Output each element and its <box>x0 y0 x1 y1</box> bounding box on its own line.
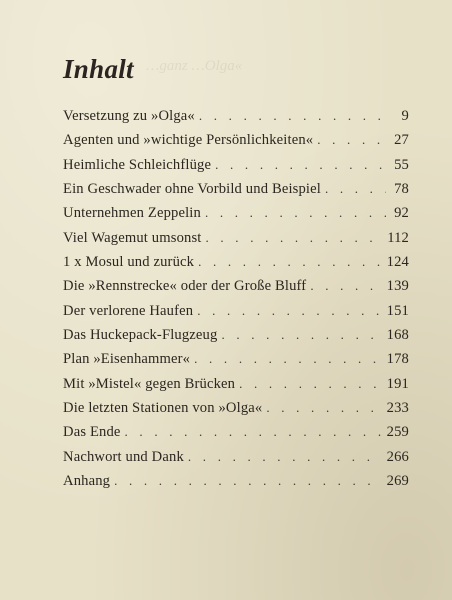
dot-leader <box>114 473 382 489</box>
toc-entry-14 <box>63 424 409 448</box>
dot-leader <box>205 205 386 221</box>
toc-entry-page: 92 <box>394 205 409 222</box>
toc-entry-12 <box>63 376 409 400</box>
toc-entry-title: Viel Wagemut umsonst <box>63 229 202 246</box>
toc-entry-title: Ein Geschwader ohne Vorbild und Beispiel <box>63 180 321 197</box>
toc-entry-page: 269 <box>386 472 409 489</box>
toc-entry-page: 233 <box>386 399 409 416</box>
toc-entry-title: Anhang <box>63 472 111 489</box>
dot-leader <box>194 351 382 367</box>
toc-entry-3 <box>63 157 409 181</box>
toc-entry-title: 1 x Mosul und zurück <box>63 253 195 270</box>
toc-entry-title: Das Ende <box>63 424 121 441</box>
toc-entry-title: Unternehmen Zeppelin <box>63 205 201 222</box>
toc-entry-title: Nachwort und Dank <box>63 448 184 465</box>
toc-entry-title: Die letzten Stationen von »Olga« <box>63 399 263 416</box>
dot-leader <box>125 424 382 440</box>
toc-entry-13 <box>63 400 409 424</box>
dot-leader <box>239 376 382 392</box>
toc-entry-page: 124 <box>386 253 409 270</box>
toc-entry-title: Plan »Eisenhammer« <box>63 351 191 368</box>
toc-entry-page: 139 <box>386 278 409 295</box>
toc-entry-1 <box>63 108 409 132</box>
toc-entry-page: 78 <box>394 180 409 197</box>
toc-entry-page: 55 <box>394 156 409 173</box>
toc-entry-title: Die »Rennstrecke« oder der Große Bluff <box>63 278 307 295</box>
toc-entry-page: 9 <box>401 108 409 124</box>
toc-entry-title: Agenten und »wichtige Persönlichkeiten« <box>63 132 314 149</box>
toc-entry-title: Der verlorene Haufen <box>63 302 194 319</box>
toc-entry-title: Heimliche Schleichflüge <box>63 156 212 173</box>
dot-leader <box>206 230 383 246</box>
toc-entry-6 <box>63 230 409 254</box>
dot-leader <box>317 132 386 148</box>
toc-entry-5 <box>63 205 409 229</box>
dot-leader <box>221 327 381 343</box>
page-title: Inhalt <box>63 54 134 84</box>
show-through-text: …ganz …Olga« <box>146 58 243 74</box>
toc-entry-11 <box>63 351 409 375</box>
toc-entry-page: 27 <box>394 132 409 149</box>
toc-entry-page: 112 <box>387 229 409 246</box>
dot-leader <box>198 254 382 270</box>
toc-entry-title: Das Huckepack-Flugzeug <box>63 326 218 343</box>
toc-entry-9 <box>63 303 409 327</box>
toc-entry-page: 178 <box>386 351 409 368</box>
toc-entry-15 <box>63 449 409 473</box>
dot-leader <box>215 157 386 173</box>
toc-entry-2 <box>63 132 409 156</box>
toc-entry-page: 259 <box>386 424 409 441</box>
toc-entry-7 <box>63 254 409 278</box>
toc-entry-title: Versetzung zu »Olga« <box>63 108 195 124</box>
dot-leader <box>197 303 381 319</box>
dot-leader <box>199 108 386 124</box>
toc-entry-16 <box>63 473 409 497</box>
dot-leader <box>188 449 382 465</box>
toc-entry-page: 191 <box>386 375 409 392</box>
dot-leader <box>325 181 386 197</box>
toc-entry-page: 266 <box>386 448 409 465</box>
dot-leader <box>310 278 381 294</box>
dot-leader <box>266 400 381 416</box>
toc-entry-10 <box>63 327 409 351</box>
toc-entry-8 <box>63 278 409 302</box>
toc-entry-page: 151 <box>386 302 409 319</box>
table-of-contents <box>63 108 409 497</box>
toc-entry-4 <box>63 181 409 205</box>
toc-entry-page: 168 <box>386 326 409 343</box>
toc-entry-title: Mit »Mistel« gegen Brücken <box>63 375 236 392</box>
